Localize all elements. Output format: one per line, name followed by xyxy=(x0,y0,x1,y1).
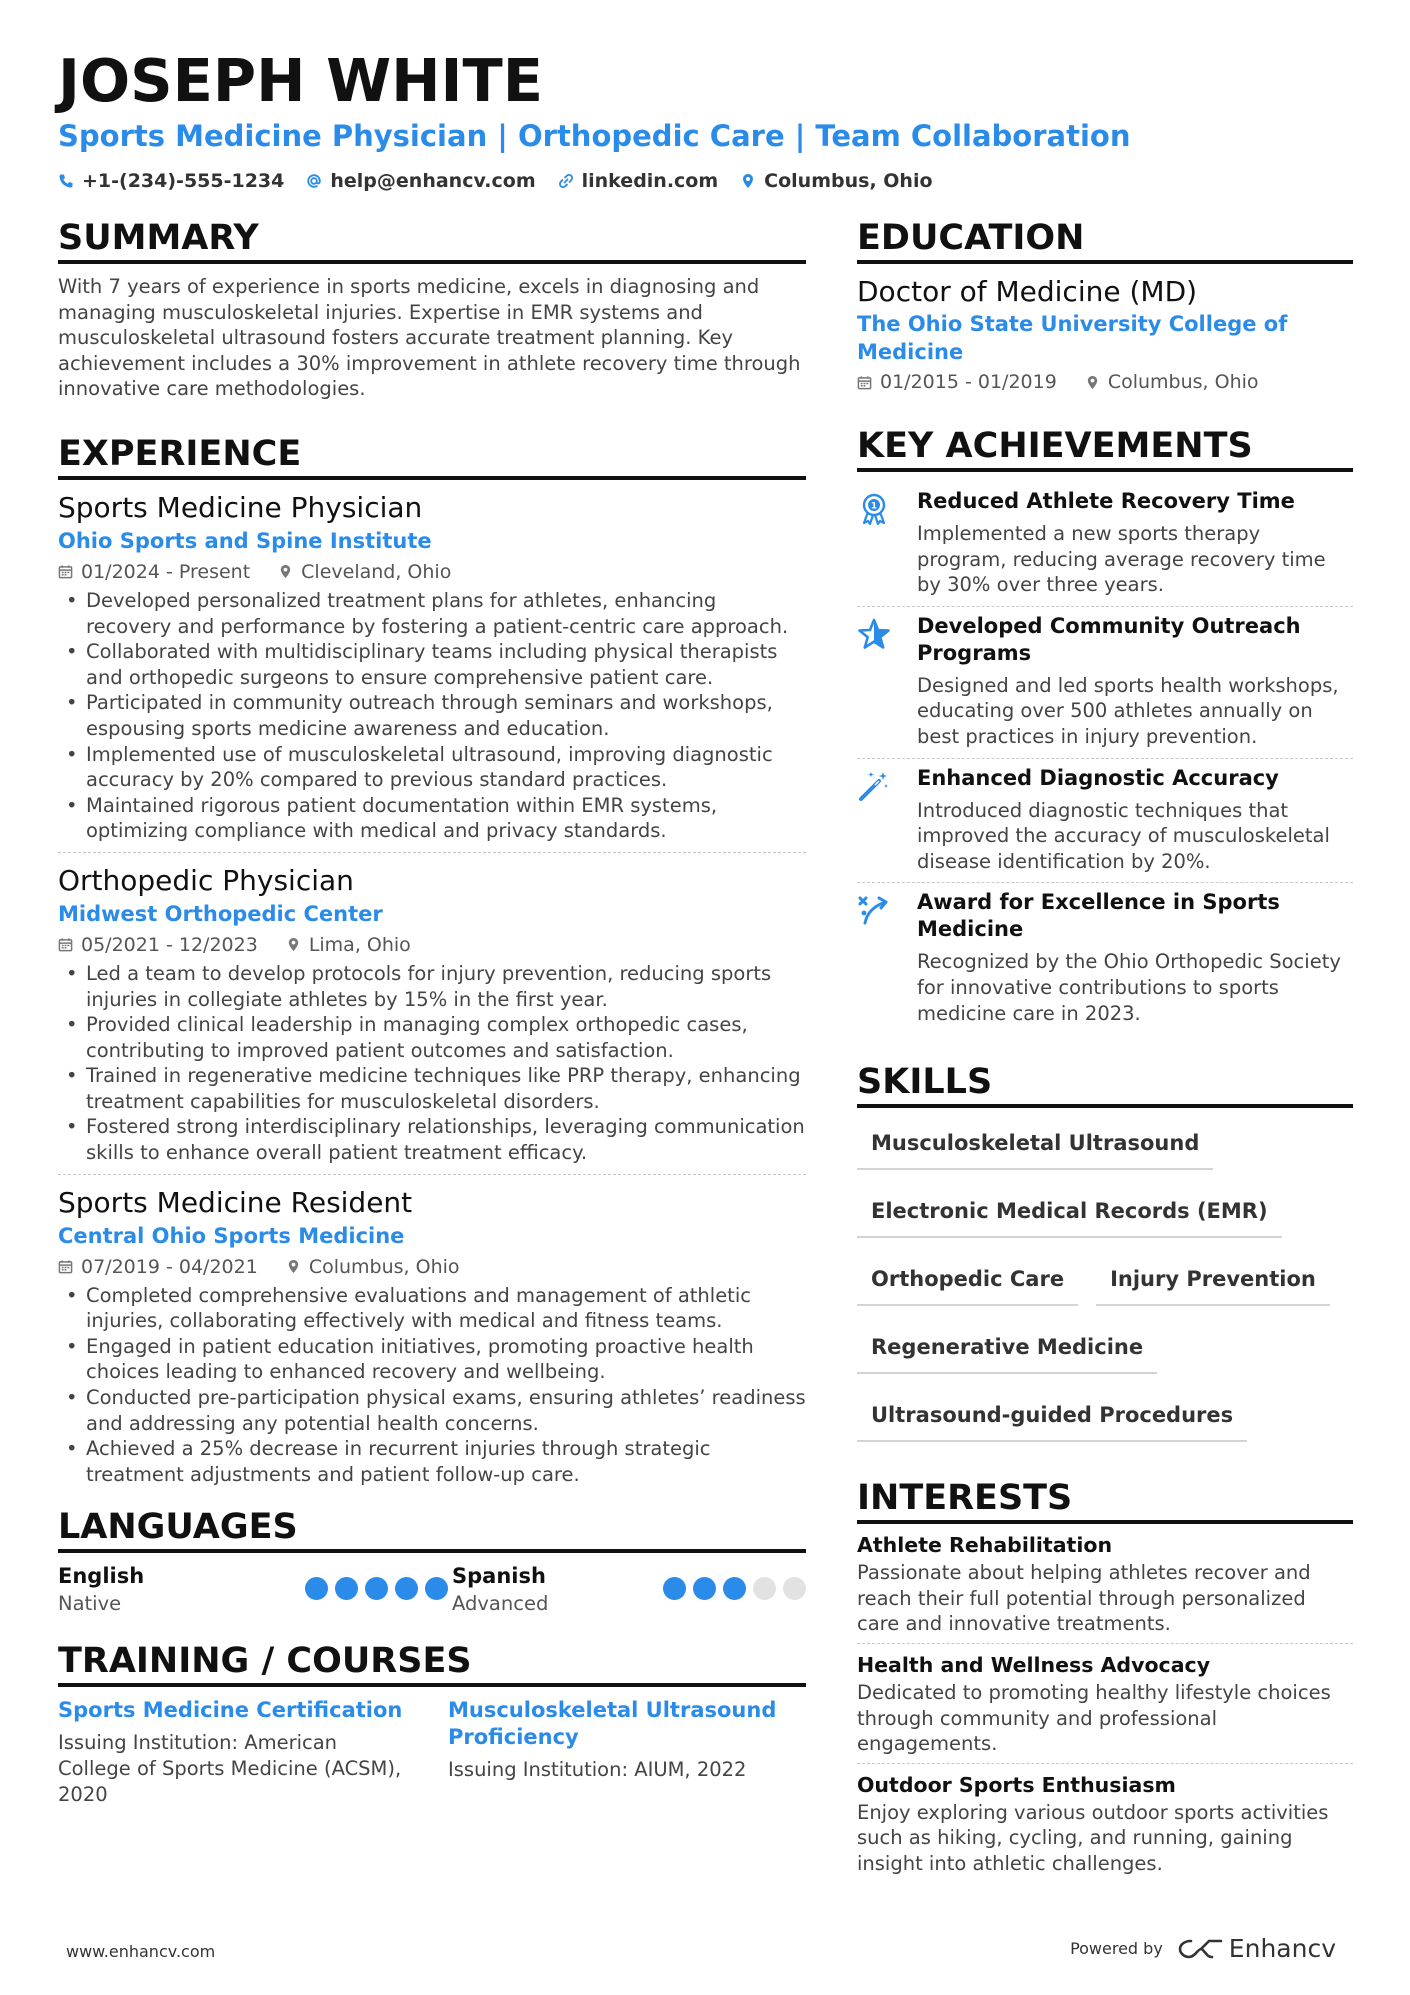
skill-tag: Musculoskeletal Ultrasound xyxy=(857,1118,1213,1170)
course-item xyxy=(58,1697,404,1807)
job-dates: 01/2024 - Present xyxy=(81,560,251,583)
job-company: Midwest Orthopedic Center xyxy=(58,901,383,926)
job-dates: 07/2019 - 04/2021 xyxy=(81,1255,258,1278)
at-icon xyxy=(306,173,322,189)
bullet-item: • Trained in regenerative medicine techniques like PRP therapy, enhancing treatment capabilities for musculoskeletal disorders. xyxy=(58,1063,806,1114)
achievement-item xyxy=(857,759,1353,884)
achievement-item xyxy=(857,883,1353,1034)
contact-linkedin[interactable] xyxy=(558,168,719,194)
skill-tag: Electronic Medical Records (EMR) xyxy=(857,1186,1282,1238)
brand-name: Enhancv xyxy=(1228,1934,1336,1963)
interest-description: Dedicated to promoting healthy lifestyle choices through community and professional engagements. xyxy=(857,1680,1331,1756)
achievements-heading: KEY ACHIEVEMENTS xyxy=(857,424,1353,472)
achievement-description: Recognized by the Ohio Orthopedic Society for innovative contributions to sports medicine care in 2023. xyxy=(917,950,1341,1025)
languages-section xyxy=(58,1505,806,1617)
bullet-item: • Achieved a 25% decrease in recurrent injuries through strategic treatment adjustments and patient follow-up care. xyxy=(58,1436,806,1487)
job-location: Columbus, Ohio xyxy=(308,1255,460,1278)
language-rating xyxy=(305,1577,448,1617)
interests-heading: INTERESTS xyxy=(857,1476,1353,1524)
phone-text: +1-(234)-555-1234 xyxy=(82,170,285,192)
bullet-item: • Implemented use of musculoskeletal ultrasound, improving diagnostic accuracy by 20% compared to previous standard practices. xyxy=(58,742,806,793)
job-company: Central Ohio Sports Medicine xyxy=(58,1223,405,1248)
course-title: Musculoskeletal Ultrasound Proficiency xyxy=(448,1698,777,1750)
enhancv-logo[interactable] xyxy=(1177,1934,1336,1963)
candidate-headline: Sports Medicine Physician | Orthopedic Care | Team Collaboration xyxy=(58,119,1131,153)
achievement-title: Reduced Athlete Recovery Time xyxy=(917,489,1295,513)
job-entry xyxy=(58,490,806,853)
phone-icon xyxy=(58,173,74,189)
language-list xyxy=(58,1563,806,1617)
interest-description: Enjoy exploring various outdoor sports activities such as hiking, cycling, and running, gaining insight into athletic challenges. xyxy=(857,1800,1329,1875)
language-rating xyxy=(663,1577,806,1617)
interest-item xyxy=(857,1648,1353,1764)
skill-tag: Regenerative Medicine xyxy=(857,1322,1157,1374)
star-icon xyxy=(857,617,891,651)
achievement-description: Introduced diagnostic techniques that improved the accuracy of musculoskeletal disease identification by 20%. xyxy=(917,798,1330,873)
course-title: Sports Medicine Certification xyxy=(58,1698,403,1723)
job-entry xyxy=(58,863,806,1175)
education-meta xyxy=(857,368,1353,396)
bullet-item: • Engaged in patient education initiatives, promoting proactive health choices leading to enhanced recovery and wellbeing. xyxy=(58,1334,806,1385)
job-location: Lima, Ohio xyxy=(308,933,411,956)
location-pin-icon xyxy=(286,1259,301,1274)
left-column xyxy=(58,216,806,1807)
calendar-icon xyxy=(58,564,73,579)
summary-heading: SUMMARY xyxy=(58,216,806,264)
skills-section xyxy=(857,1060,1353,1458)
rating-dot-empty xyxy=(783,1577,806,1600)
achievement-description: Implemented a new sports therapy program, reducing average recovery time by 30% over three years. xyxy=(917,522,1326,597)
skill-tag: Injury Prevention xyxy=(1096,1254,1330,1306)
link-icon xyxy=(558,173,574,189)
achievement-title: Award for Excellence in Sports Medicine xyxy=(917,890,1280,942)
calendar-icon xyxy=(857,375,872,390)
location-pin-icon xyxy=(286,937,301,952)
rating-dot-filled xyxy=(395,1577,418,1600)
degree-title: Doctor of Medicine (MD) xyxy=(857,275,1198,308)
interest-item xyxy=(857,1768,1353,1883)
rating-dot-empty xyxy=(753,1577,776,1600)
email-text: help@enhancv.com xyxy=(330,170,536,192)
achievement-item xyxy=(857,482,1353,607)
contact-bar xyxy=(58,168,933,194)
job-bullets xyxy=(58,1283,806,1488)
location-pin-icon xyxy=(740,173,756,189)
bullet-item: • Completed comprehensive evaluations and management of athletic injuries, collaborating effectively with medical and fitness teams. xyxy=(58,1283,806,1334)
language-name: English xyxy=(58,1564,145,1589)
job-company: Ohio Sports and Spine Institute xyxy=(58,528,432,553)
training-section xyxy=(58,1639,806,1807)
education-heading: EDUCATION xyxy=(857,216,1353,264)
rating-dot-filled xyxy=(365,1577,388,1600)
language-item xyxy=(58,1563,448,1617)
summary-section xyxy=(58,216,806,402)
school-name: The Ohio State University College of Medicine xyxy=(857,312,1288,364)
contact-location xyxy=(740,168,932,194)
enhancv-logo-icon xyxy=(1177,1937,1223,1961)
award-ribbon-icon xyxy=(857,492,891,526)
rating-dot-filled xyxy=(723,1577,746,1600)
rating-dot-filled xyxy=(305,1577,328,1600)
skill-tag: Orthopedic Care xyxy=(857,1254,1078,1306)
job-role: Sports Medicine Physician xyxy=(58,490,423,524)
job-role: Orthopedic Physician xyxy=(58,863,354,897)
achievement-title: Developed Community Outreach Programs xyxy=(917,613,1301,665)
achievement-item xyxy=(857,607,1353,759)
job-bullets xyxy=(58,961,806,1166)
bullet-item: • Led a team to develop protocols for injury prevention, reducing sports injuries in collegiate athletes by 15% in the first year. xyxy=(58,961,806,1012)
language-name: Spanish xyxy=(452,1564,546,1589)
calendar-icon xyxy=(58,937,73,952)
linkedin-text: linkedin.com xyxy=(581,170,719,192)
job-dates: 05/2021 - 12/2023 xyxy=(81,933,258,956)
rating-dot-filled xyxy=(335,1577,358,1600)
powered-by-label: Powered by xyxy=(1070,1939,1163,1958)
languages-heading: LANGUAGES xyxy=(58,1505,806,1553)
course-description: Issuing Institution: AIUM, 2022 xyxy=(448,1758,747,1782)
job-meta xyxy=(58,931,806,959)
job-meta xyxy=(58,1253,806,1281)
contact-email[interactable] xyxy=(306,168,535,194)
experience-section xyxy=(58,432,806,1495)
job-entry xyxy=(58,1185,806,1496)
interest-title: Outdoor Sports Enthusiasm xyxy=(857,1772,1176,1797)
education-dates: 01/2015 - 01/2019 xyxy=(880,371,1057,393)
language-level: Advanced xyxy=(452,1592,549,1616)
bullet-item: • Fostered strong interdisciplinary relationships, leveraging communication skills to enhance overall patient treatment efficacy. xyxy=(58,1114,806,1165)
footer-website[interactable]: www.enhancv.com xyxy=(66,1942,216,1961)
job-bullets xyxy=(58,588,806,844)
achievement-title: Enhanced Diagnostic Accuracy xyxy=(917,765,1279,790)
footer-branding xyxy=(1070,1934,1336,1963)
job-meta xyxy=(58,558,806,586)
bullet-item: • Conducted pre-participation physical exams, ensuring athletes’ readiness and addressing any potential health concerns. xyxy=(58,1385,806,1436)
summary-text: With 7 years of experience in sports medicine, excels in diagnosing and managing musculoskeletal injuries. Expertise in EMR systems and musculoskeletal ultrasound fosters accurate treatment planning. Key achievement includes a 30% improvement in athlete recovery time through innovative care methodologies. xyxy=(58,275,801,401)
candidate-name: JOSEPH WHITE xyxy=(58,46,544,115)
job-location: Cleveland, Ohio xyxy=(301,560,452,583)
location-pin-icon xyxy=(278,564,293,579)
skill-tag: Ultrasound-guided Procedures xyxy=(857,1390,1247,1442)
bullet-item: • Maintained rigorous patient documentation within EMR systems, optimizing compliance with medical and privacy standards. xyxy=(58,793,806,844)
strategy-icon xyxy=(857,893,891,927)
interest-item xyxy=(857,1528,1353,1644)
interests-section xyxy=(857,1476,1353,1882)
job-role: Sports Medicine Resident xyxy=(58,1185,413,1219)
bullet-item: • Provided clinical leadership in managing complex orthopedic cases, contributing to improved patient outcomes and satisfaction. xyxy=(58,1012,806,1063)
calendar-icon xyxy=(58,1259,73,1274)
course-list xyxy=(58,1697,806,1807)
bullet-item: • Collaborated with multidisciplinary teams including physical therapists and orthopedic surgeons to ensure comprehensive patient care. xyxy=(58,639,806,690)
interest-description: Passionate about helping athletes recover and reach their full potential through personalized care and innovative treatments. xyxy=(857,1561,1311,1636)
bullet-item: • Developed personalized treatment plans for athletes, enhancing recovery and performance by fostering a patient-centric care approach. xyxy=(58,588,806,639)
magic-wand-icon xyxy=(857,769,891,803)
course-description: Issuing Institution: American College of Sports Medicine (ACSM), 2020 xyxy=(58,1731,402,1806)
svg-text:1: 1 xyxy=(870,501,878,512)
achievement-description: Designed and led sports health workshops, educating over 500 athletes annually on best practices in injury prevention. xyxy=(917,673,1339,748)
course-item xyxy=(448,1697,794,1807)
bullet-item: • Participated in community outreach through seminars and workshops, espousing sports medicine awareness and education. xyxy=(58,690,806,741)
location-pin-icon xyxy=(1085,375,1100,390)
right-column xyxy=(857,216,1353,1886)
skills-heading: SKILLS xyxy=(857,1060,1353,1108)
rating-dot-filled xyxy=(425,1577,448,1600)
achievements-section xyxy=(857,424,1353,1034)
rating-dot-filled xyxy=(693,1577,716,1600)
skill-list xyxy=(857,1118,1353,1458)
interest-title: Health and Wellness Advocacy xyxy=(857,1652,1211,1677)
contact-phone[interactable] xyxy=(58,168,284,194)
training-heading: TRAINING / COURSES xyxy=(58,1639,806,1687)
experience-heading: EXPERIENCE xyxy=(58,432,806,480)
education-location: Columbus, Ohio xyxy=(1107,371,1259,393)
education-section xyxy=(857,216,1353,396)
interest-title: Athlete Rehabilitation xyxy=(857,1533,1113,1558)
location-text: Columbus, Ohio xyxy=(764,170,933,192)
rating-dot-filled xyxy=(663,1577,686,1600)
language-item xyxy=(452,1563,806,1617)
language-level: Native xyxy=(58,1592,122,1616)
